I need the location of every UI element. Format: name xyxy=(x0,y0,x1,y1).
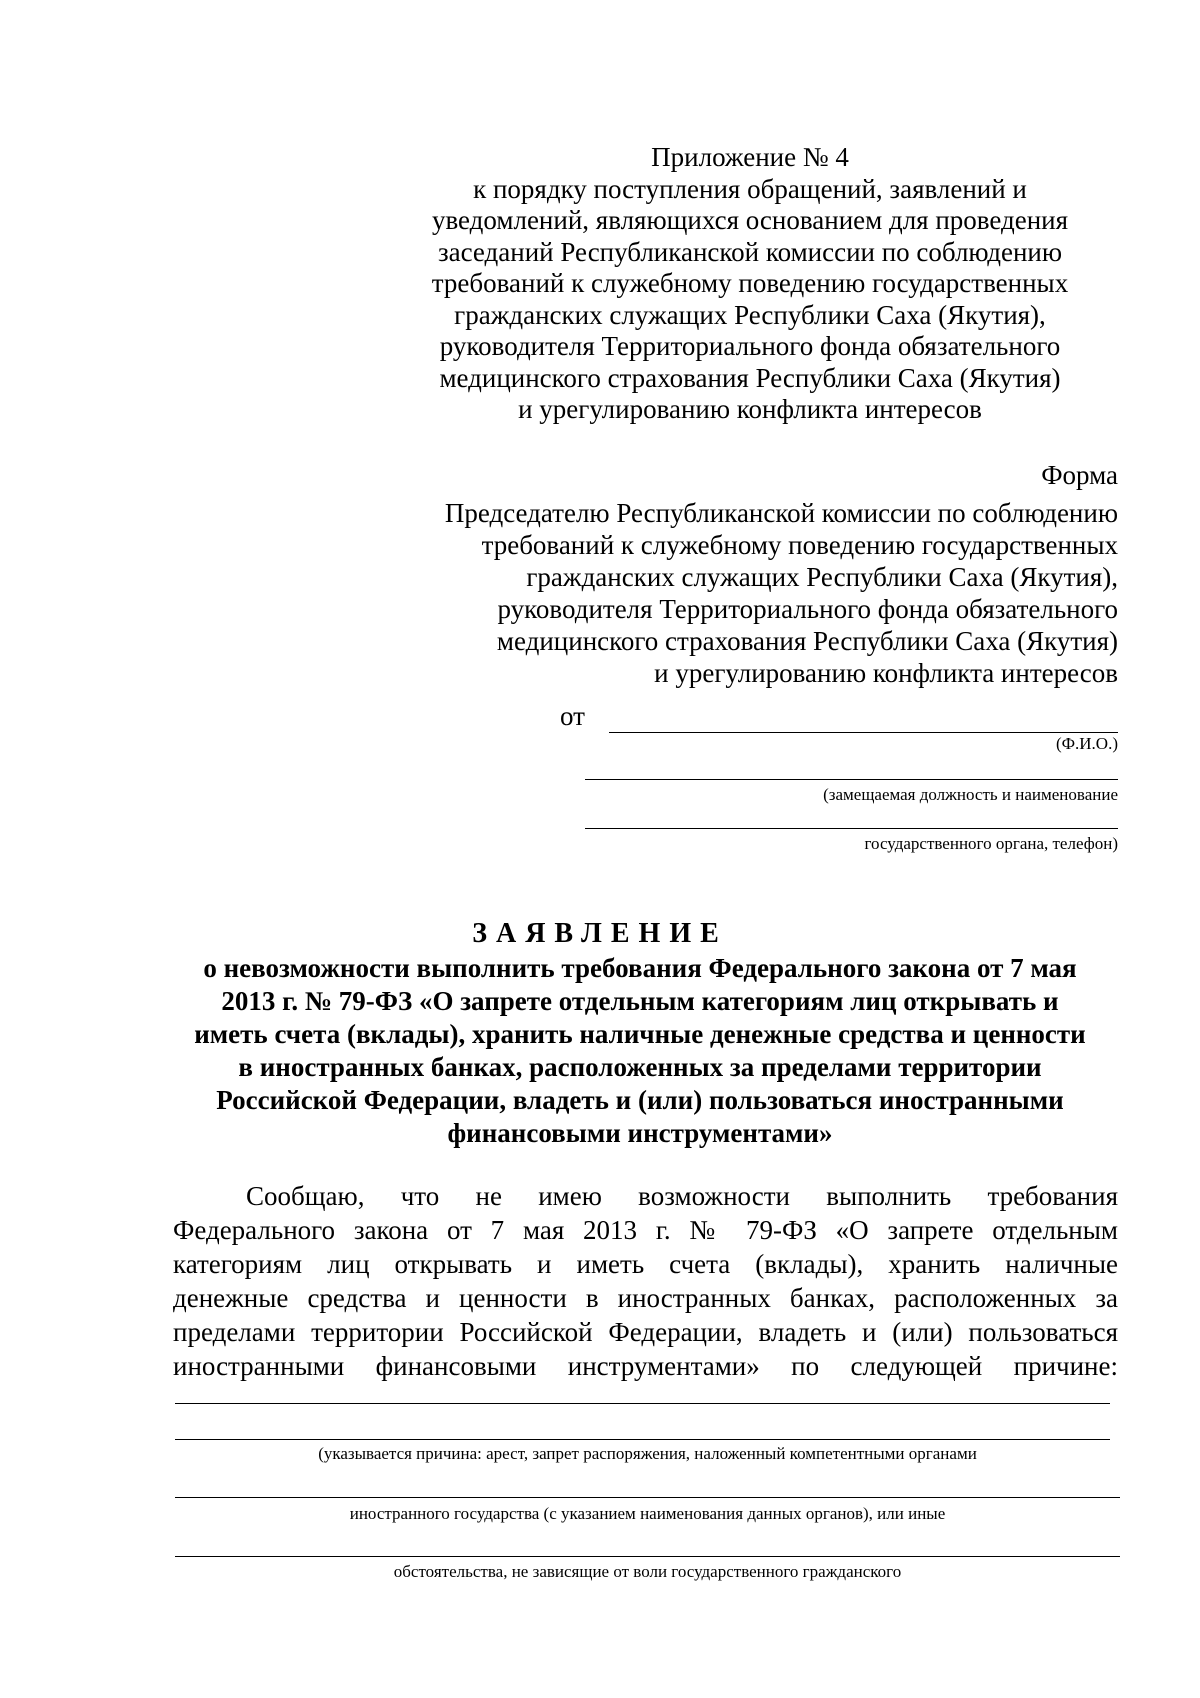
appendix-line: руководителя Территориального фонда обязательного xyxy=(439,331,1061,361)
addressee-line: требований к служебному поведению государственных xyxy=(481,530,1118,560)
reason-hint: иностранного государства (с указанием наименования данных органов), или иные xyxy=(349,1504,946,1523)
reason-hint: (указывается причина: арест, запрет распоряжения, наложенный компетентными органами xyxy=(318,1444,977,1463)
statement-subtitle-line: в иностранных банках, расположенных за пределами территории xyxy=(238,1052,1042,1082)
statement-title: ЗАЯВЛЕНИЕ xyxy=(472,918,728,949)
appendix-header xyxy=(360,142,1140,426)
position-blank-line[interactable] xyxy=(585,779,1118,780)
appendix-line: Приложение № 4 xyxy=(651,142,849,172)
appendix-line: заседаний Республиканской комиссии по соблюдению xyxy=(437,236,1063,267)
reason-blank-line[interactable] xyxy=(175,1439,1110,1440)
form-label: Форма xyxy=(1041,460,1118,490)
statement-body xyxy=(173,1179,1118,1383)
statement-subtitle xyxy=(160,952,1120,1150)
appendix-line: к порядку поступления обращений, заявлений и xyxy=(473,173,1027,204)
position-caption: (замещаемая должность и наименование xyxy=(823,785,1118,804)
addressee-line: гражданских служащих Республики Саха (Якутия), xyxy=(526,562,1118,592)
from-label: от xyxy=(560,701,585,731)
addressee-line: и урегулированию конфликта интересов xyxy=(654,658,1118,688)
addressee-line: Председателю Республиканской комиссии по соблюдению xyxy=(444,498,1118,528)
organ-blank-line[interactable] xyxy=(585,828,1118,829)
fio-caption: (Ф.И.О.) xyxy=(1055,734,1118,753)
body-line: иностранными финансовыми инструментами» по следующей причине: xyxy=(173,1351,1118,1381)
reason-blank-line[interactable] xyxy=(175,1556,1120,1557)
appendix-line: требований к служебному поведению государственных xyxy=(431,268,1069,298)
appendix-line: гражданских служащих Республики Саха (Якутия), xyxy=(454,299,1046,330)
statement-subtitle-line: Российской Федерации, владеть и (или) пользоваться иностранными xyxy=(216,1085,1064,1115)
body-line: категориям лиц открывать и иметь счета (вклады), хранить наличные xyxy=(173,1249,1118,1279)
reason-hint: обстоятельства, не зависящие от воли государственного гражданского xyxy=(393,1562,902,1581)
statement-subtitle-line: финансовыми инструментами» xyxy=(447,1118,833,1148)
body-line: денежные средства и ценности в иностранных банках, расположенных за xyxy=(173,1283,1118,1313)
statement-subtitle-line: 2013 г. № 79-ФЗ «О запрете отдельным категориям лиц открывать и xyxy=(221,986,1059,1016)
from-field xyxy=(560,700,1118,734)
reason-blank-line[interactable] xyxy=(175,1497,1120,1498)
body-line: Сообщаю, что не имею возможности выполнить требования xyxy=(246,1181,1118,1211)
appendix-line: медицинского страхования Республики Саха (Якутия) xyxy=(439,362,1061,393)
body-line: пределами территории Российской Федерации, владеть и (или) пользоваться xyxy=(173,1317,1118,1347)
appendix-line: и урегулированию конфликта интересов xyxy=(518,394,982,424)
reason-blank-line[interactable] xyxy=(175,1403,1110,1404)
addressee-block xyxy=(445,497,1118,689)
addressee-line: руководителя Территориального фонда обязательного xyxy=(497,594,1118,624)
addressee-line: медицинского страхования Республики Саха (Якутия) xyxy=(496,626,1118,656)
statement-subtitle-line: о невозможности выполнить требования Федерального закона от 7 мая xyxy=(203,953,1077,983)
statement-subtitle-line: иметь счета (вклады), хранить наличные денежные средства и ценности xyxy=(194,1019,1086,1049)
body-line: Федерального закона от 7 мая 2013 г. № 79-ФЗ «О запрете отдельным xyxy=(173,1215,1118,1245)
organ-caption: государственного органа, телефон) xyxy=(864,834,1118,853)
fio-blank-line[interactable] xyxy=(609,732,1118,733)
appendix-line: уведомлений, являющихся основанием для проведения xyxy=(431,205,1069,235)
